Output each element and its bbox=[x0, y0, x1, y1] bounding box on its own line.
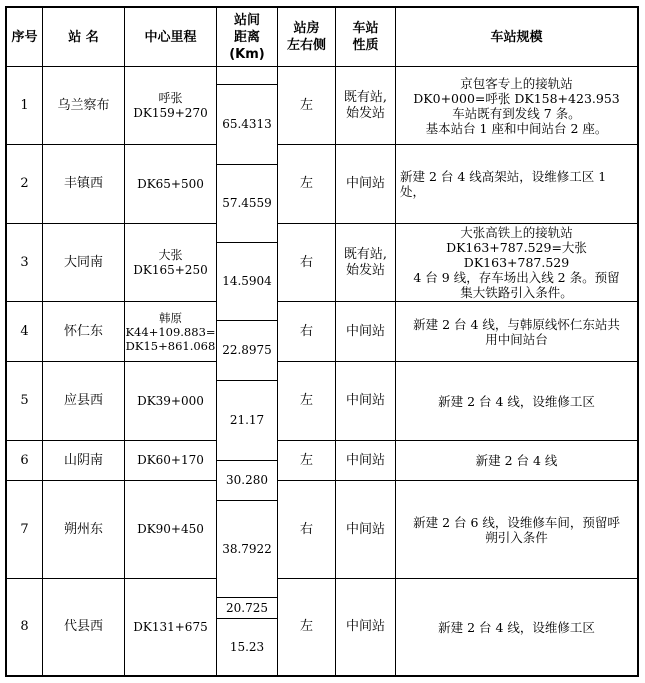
building-side: 左 bbox=[299, 452, 313, 468]
building-side: 右 bbox=[299, 254, 313, 270]
station-name: 大同南 bbox=[63, 254, 103, 270]
table-border-bottom bbox=[5, 675, 638, 677]
distance-value: 20.725 bbox=[226, 600, 268, 615]
station-name: 朔州东 bbox=[63, 521, 103, 537]
center-mileage: DK65+500 bbox=[137, 176, 204, 191]
row-index: 3 bbox=[20, 254, 29, 270]
header-center-mileage: 中心里程 bbox=[144, 29, 197, 45]
distance-value: 38.7922 bbox=[222, 541, 272, 556]
station-name: 代县西 bbox=[63, 619, 103, 634]
header-distance: 站间 距离 (Km) bbox=[229, 12, 265, 62]
row-index: 7 bbox=[20, 521, 29, 537]
row-index: 6 bbox=[20, 452, 29, 468]
station-name: 乌兰察布 bbox=[57, 97, 110, 113]
station-type: 中间站 bbox=[345, 452, 385, 468]
station-type: 中间站 bbox=[345, 323, 385, 339]
row-index: 4 bbox=[20, 323, 29, 339]
table-border-right bbox=[637, 6, 639, 677]
distance-value: 22.8975 bbox=[222, 343, 272, 357]
distance-value: 14.5904 bbox=[222, 274, 272, 288]
building-side: 左 bbox=[299, 97, 313, 113]
station-scale: 新建 2 台 4 线，设维修工区 bbox=[438, 619, 595, 635]
building-side: 右 bbox=[299, 521, 313, 537]
center-mileage: 呼张 DK159+270 bbox=[133, 90, 208, 120]
row-index: 5 bbox=[20, 393, 29, 408]
row-index: 2 bbox=[20, 176, 29, 191]
center-mileage: DK39+000 bbox=[137, 393, 204, 408]
center-mileage: 韩原 K44+109.883= DK15+861.068 bbox=[125, 310, 216, 353]
building-side: 左 bbox=[299, 619, 313, 634]
station-name: 丰镇西 bbox=[63, 176, 103, 191]
header-building-side: 站房 左右侧 bbox=[286, 21, 326, 53]
center-mileage: DK60+170 bbox=[137, 453, 204, 467]
station-type: 中间站 bbox=[345, 176, 385, 191]
station-scale: 新建 2 台 4 线，设维修工区 bbox=[438, 393, 595, 409]
station-type: 既有站, 始发站 bbox=[343, 89, 388, 121]
distance-value: 15.23 bbox=[229, 639, 265, 654]
header-scale: 车站规模 bbox=[490, 29, 543, 45]
station-scale: 新建 2 台 4 线，与韩原线怀仁东站共 用中间站台 bbox=[413, 316, 620, 347]
distance-value: 65.4313 bbox=[222, 117, 272, 131]
row-index: 1 bbox=[20, 97, 29, 113]
station-name: 山阴南 bbox=[63, 452, 103, 468]
station-type: 中间站 bbox=[345, 393, 385, 408]
distance-value: 21.17 bbox=[229, 413, 265, 427]
station-name: 怀仁东 bbox=[63, 323, 103, 339]
station-scale: 新建 2 台 4 线 bbox=[475, 453, 558, 468]
center-mileage: DK90+450 bbox=[137, 522, 204, 536]
header-station-type: 车站 性质 bbox=[352, 21, 379, 53]
building-side: 右 bbox=[299, 323, 313, 339]
station-type: 既有站, 始发站 bbox=[343, 246, 388, 278]
header-index: 序号 bbox=[11, 29, 38, 45]
station-scale: 京包客专上的接轨站 DK0+000=呼张 DK158+423.953 车站既有到发线 7 条。 基本站台 1 座和中间站台 2 座。 bbox=[413, 75, 620, 136]
center-mileage: DK131+675 bbox=[133, 619, 208, 634]
center-mileage: 大张 DK165+250 bbox=[133, 247, 208, 277]
station-name: 应县西 bbox=[63, 393, 103, 408]
header-name: 站 名 bbox=[68, 29, 99, 45]
station-type: 中间站 bbox=[345, 521, 385, 537]
building-side: 左 bbox=[299, 176, 313, 191]
station-scale: 新建 2 台 4 线高架站，设维修工区 1 处， bbox=[400, 169, 607, 199]
distance-value: 30.280 bbox=[226, 473, 268, 487]
building-side: 左 bbox=[299, 393, 313, 408]
station-type: 中间站 bbox=[345, 619, 385, 634]
row-index: 8 bbox=[20, 619, 29, 634]
distance-value: 57.4559 bbox=[222, 196, 272, 210]
station-scale: 新建 2 台 6 线，设维修车间，预留呼 朔引入条件 bbox=[413, 514, 620, 545]
station-scale: 大张高铁上的接轨站 DK163+787.529=大张 DK163+787.529 4 台 9 线，存车场出入线 2 条。预留 集大铁路引入条件。 bbox=[413, 225, 620, 300]
